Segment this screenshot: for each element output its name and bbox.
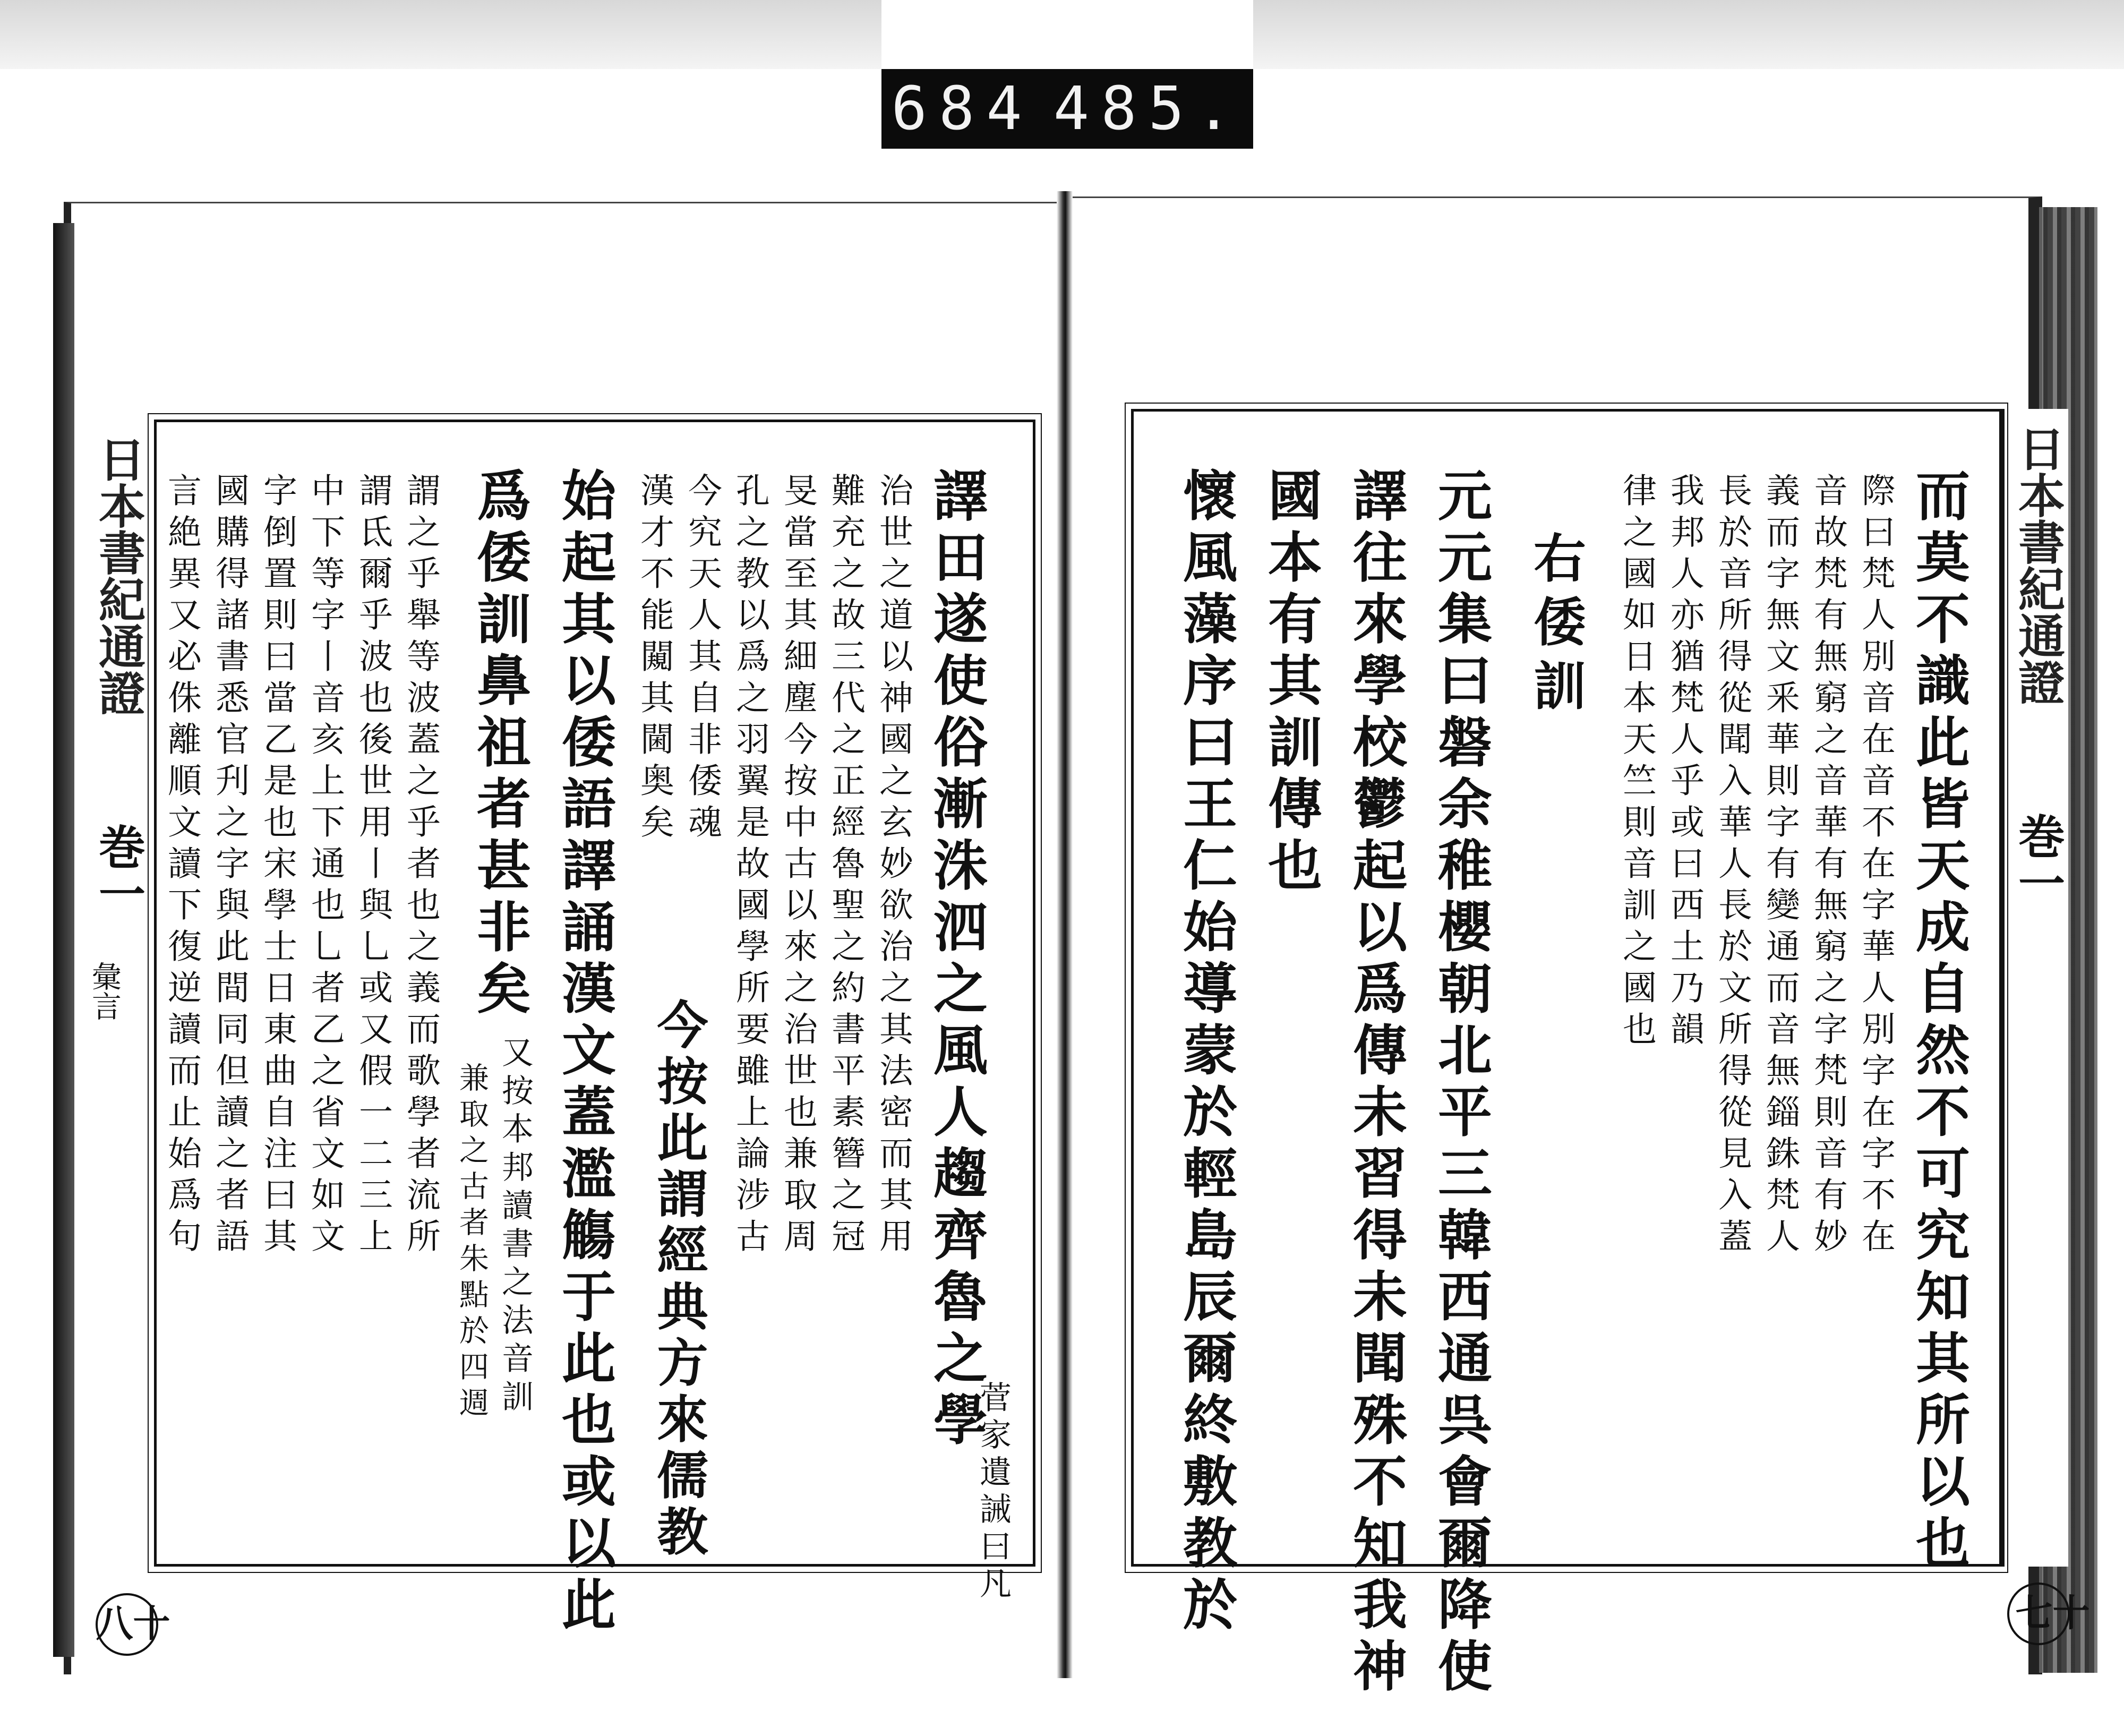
left-col-11: 謂氐爾乎波也後世用丨與乚或又假一二三上 [353, 473, 392, 1260]
left-col-9: 爲倭訓鼻祖者甚非矣 [468, 467, 532, 1022]
left-col-14: 國購得諸書悉官刋之字與此間同但讀之者語 [210, 473, 249, 1260]
right-col-4: 義而字無文釆華則字有變通而音無錙銖梵人 [1760, 473, 1800, 1260]
left-col-5: 孔之教以爲之羽翼是故國學所要雖上論涉古 [730, 473, 769, 1260]
left-col-2: 治世之道以神國之玄妙欲治之其法密而其用 [873, 473, 913, 1260]
left-inline-note-a: 菅家遺誡曰凡 [974, 1381, 1012, 1604]
left-inline-note-c: 又按本邦讀書之法音訓 [496, 1036, 534, 1418]
left-col-10: 謂之乎舉等波蓋之乎者也之義而歌學者流所 [401, 473, 440, 1260]
right-col-1: 而莫不識此皆天成自然不可究知其所以也 [1907, 467, 1971, 1576]
book-gutter [1057, 191, 1073, 1678]
left-inline-note-d: 兼取之古者朱點於四週 [455, 1062, 489, 1423]
scan-top-band-left [0, 0, 881, 69]
right-col-6: 我邦人亦猶梵人乎或曰西土乃韻 [1665, 473, 1704, 1053]
right-col-7: 律之國如日本天竺則音訓之國也 [1617, 473, 1656, 1053]
left-col-4: 旻當至其細塵今按中古以來之治世也兼取周 [778, 473, 817, 1260]
left-col-3: 難充之故三代之正經魯聖之約書平素簪之冠 [826, 473, 865, 1260]
left-col-1: 譯田遂使俗漸洙泗之風人趨齊魯之學 [924, 467, 988, 1453]
left-col-15: 言絶異又必侏離順文讀下復逆讀而止始爲句 [162, 473, 201, 1260]
left-page-edge [53, 223, 74, 1657]
scan-label-right-number: 485. [1053, 74, 1244, 143]
right-tab-page-number: 十七 [2009, 1593, 2091, 1630]
left-col-12: 中下等字丨音亥上下通也乚者乙之省文如文 [305, 473, 345, 1260]
left-side-tab [85, 420, 171, 1641]
right-col-5: 長於音所得從聞入華人長於文所得從見入蓋 [1712, 473, 1752, 1260]
right-col-2: 際曰梵人別音在音不在字華人別字在字不在 [1856, 473, 1895, 1260]
left-tab-volume: 巻一 [91, 823, 147, 917]
left-col-8: 始起其以倭語譯誦漢文蓋濫觴于此也或以此 [553, 467, 616, 1638]
right-tab-title: 日本書紀通證 [2011, 425, 2066, 705]
right-col-3: 音故梵有無窮之音華有無窮之字梵則音有妙 [1808, 473, 1847, 1260]
right-tab-volume: 巻一 [2011, 813, 2066, 906]
left-tab-page-number: 十八 [90, 1604, 171, 1641]
right-col-9: 元元集曰磐余稚櫻朝北平三韓西通呉會爾降使 [1429, 467, 1493, 1699]
left-col-6: 今究天人其自非倭魂 [682, 473, 722, 845]
left-tab-section: 彙言 [87, 961, 122, 1021]
left-inline-note-b: 今按此謂經典方來儒教 [649, 998, 709, 1561]
right-side-tab [2002, 409, 2091, 1630]
scan-label [881, 69, 1253, 149]
scan-top-band-right [1253, 0, 2124, 69]
right-col-8-heading: 右倭訓 [1525, 531, 1586, 722]
right-col-10: 譯往來學校鬱起以爲傳未習得未聞殊不知我神 [1344, 467, 1408, 1699]
scan-label-left-number: 684 [891, 74, 1034, 143]
right-col-11: 國本有其訓傳也 [1259, 467, 1323, 899]
left-col-13: 字倒置則曰當乙是也宋學士日東曲自注曰其 [258, 473, 297, 1260]
left-tab-title: 日本書紀通證 [91, 435, 147, 716]
left-col-7: 漢才不能闚其閫奥矣 [635, 473, 674, 845]
right-col-12: 懷風藻序曰王仁始導蒙於輕島辰爾終敷教於 [1174, 467, 1238, 1638]
